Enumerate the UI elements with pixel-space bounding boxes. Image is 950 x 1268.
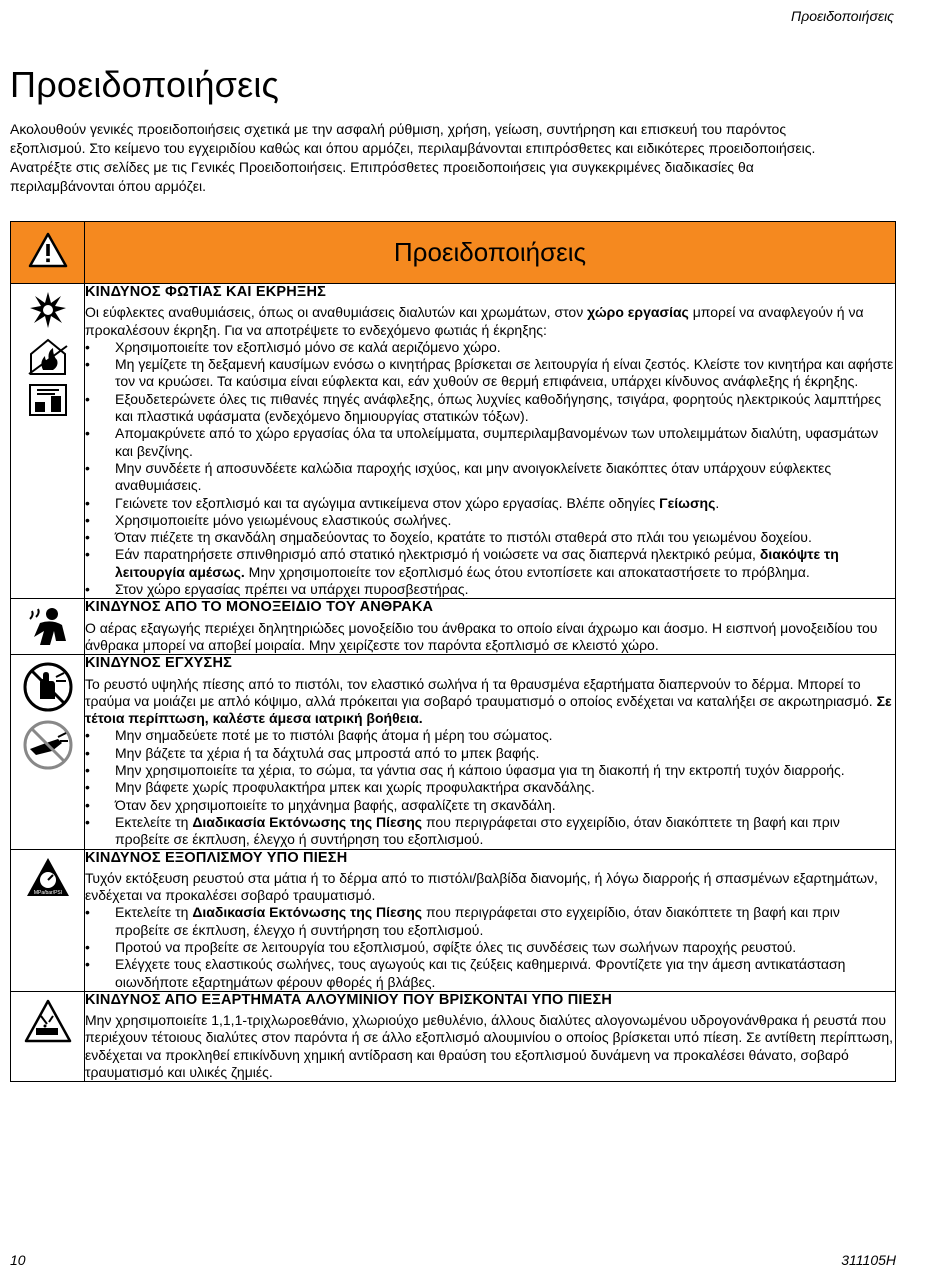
text-run: Μην συνδέετε ή αποσυνδέετε καλώδια παροχής ισχύος, και μην ανοιγοκλείνετε διακόπτες όταν υπάρχουν εύφλεκτες αναθυμιάσεις. (115, 459, 832, 494)
hazard-icons (11, 655, 84, 777)
text-run: Όταν δεν χρησιμοποιείτε το μηχάνημα βαφής, ασφαλίζετε τη σκανδάλη. (115, 796, 556, 813)
hazard-row (11, 849, 896, 991)
text-run: Μην βάζετε τα χέρια ή τα δάχτυλά σας μπροστά από το μπεκ βαφής. (115, 744, 540, 761)
hazard-bullet-item (85, 460, 895, 495)
text-run: . (715, 494, 720, 511)
text-run: Χρησιμοποιείτε τον εξοπλισμό μόνο σε καλά αεριζόμενο χώρο. (115, 338, 501, 355)
text-run: Στον χώρο εργασίας πρέπει να υπάρχει πυροσβεστήρας. (115, 581, 469, 598)
text-run: Χρησιμοποιείτε μόνο γειωμένους ελαστικούς σωλήνες. (115, 511, 452, 528)
hazard-icons-cell (11, 849, 85, 991)
hazard-row (11, 655, 896, 849)
text-run: Το ρευστό υψηλής πίεσης από το πιστόλι, τον ελαστικό σωλήνα ή τα θραυσμένα εξαρτήματα διαπερνούν το δέρμα. Μπορεί το τραύμα να μοιάζει με απλό κόψιμο, αλλά πρόκειται για σοβαρό τραυματισμό ο οποίος ενδέχεται να καταλήξει σε ακρωτηριασμό. (85, 675, 877, 709)
hazard-bullet-item (85, 425, 895, 460)
hazard-bullet-item (85, 904, 895, 939)
hazard-bullet-item (85, 339, 895, 356)
no-hand-spray-icon (22, 661, 74, 713)
text-run: Απομακρύνετε από το χώρο εργασίας όλα τα υπολείμματα, συμπεριλαμβανομένων των υπολειμμάτων διαλύτη, υφασμάτων και βενζίνης. (115, 425, 879, 459)
text-run: Μην χρησιμοποιείτε τον εξοπλισμό έως ότου εντοπίσετε και αποκαταστήσετε το πρόβλημα. (244, 563, 810, 580)
text-run: Προτού να προβείτε σε λειτουργία του εξοπλισμού, σφίξτε όλες τις συνδέσεις των σωλήνων παροχής ρευστού. (115, 938, 797, 955)
text-run: Εκτελείτε τη (115, 813, 193, 830)
text-run: Τυχόν εκτόξευση ρευστού στα μάτια ή το δέρμα από το πιστόλι/βαλβίδα διανομής, ή λόγω διαρροής ή σπασμένων εξαρτημάτων, ενδέχεται να προκαλέσει σοβαρό τραυματισμό. (85, 869, 878, 904)
hazard-bullet-list (85, 727, 895, 848)
hazard-row (11, 991, 896, 1081)
text-run: Ελέγχετε τους ελαστικούς σωλήνες, τους αγωγούς και τις ζεύξεις καθημερινά. Φροντίζετε για την άμεση αντικατάσταση οιωνδήποτε εξαρτημάτων φέρουν φθορές ή βλάβες. (115, 956, 846, 990)
emphasis-text: Σε τέτοια περίπτωση, καλέστε άμεσα ιατρική βοήθεια. (85, 692, 892, 727)
text-run: Όταν πιέζετε τη σκανδάλη σημαδεύοντας το δοχείο, κρατάτε το πιστόλι σταθερά στο πλάι του γειωμένου δοχείου. (115, 529, 812, 546)
text-run: που περιγράφεται στο εγχειρίδιο, όταν διακόπτετε τη βαφή και πριν προβείτε σε έκπλυση, έλεγχο ή συντήρηση του εξοπλισμού. (115, 813, 840, 848)
intro-paragraph: Ακολουθούν γενικές προειδοποιήσεις σχετικά με την ασφαλή ρύθμιση, χρήση, γείωση, συντήρηση και επισκευή του παρόντος εξοπλισμού. Στο κείμενο του εγχειριδίου καθώς και όπου αρμόζει, περιλαμβάνονται επιπρόσθετες και ειδικότερες προειδοποιήσεις. Ανατρέξτε στις σελίδες με τις Γενικές Προειδοποιήσεις. Επιπρόσθετες προειδοποιήσεις για συγκεκριμένες διαδικασίες θα περιλαμβάνονται όπου αρμόζει. (10, 121, 816, 194)
hazard-bullet-list (85, 904, 895, 990)
hazard-content (85, 599, 896, 655)
hazard-bullet-item (85, 546, 895, 581)
hazard-bullet-item (85, 391, 895, 426)
hazard-content (85, 655, 896, 849)
hazard-bullet-item (85, 495, 895, 512)
hazard-icons-cell (11, 655, 85, 849)
text-run: Οι εύφλεκτες αναθυμιάσεις, όπως οι αναθυμιάσεις διαλυτών και χρωμάτων, στον (85, 304, 588, 321)
warnings-table (10, 221, 896, 1082)
hazard-description (85, 676, 895, 728)
svg-text:MPa/bar/PSI: MPa/bar/PSI (33, 889, 62, 896)
hazard-bullet-item (85, 581, 895, 598)
hazard-bullet-item (85, 727, 895, 744)
hazard-content (85, 991, 896, 1081)
hazard-icons-cell (11, 991, 85, 1081)
hazard-icons-cell (11, 599, 85, 655)
hazard-description (85, 620, 895, 655)
hazard-content (85, 284, 896, 599)
hazard-title: ΚΙΝΔΥΝΟΣ ΕΓΧΥΣΗΣ (85, 655, 233, 672)
hazard-bullet-item (85, 939, 895, 956)
hazard-title: ΚΙΝΔΥΝΟΣ ΑΠΟ ΕΞΑΡΤΗΜΑΤΑ ΑΛΟΥΜΙΝΙΟΥ ΠΟΥ ΒΡΙΣΚΟΝΤΑΙ ΥΠΟ ΠΙΕΣΗ (85, 991, 613, 1008)
hazard-icons-cell (11, 284, 85, 599)
hazard-icons (11, 992, 84, 1050)
text-run: Ο αέρας εξαγωγής περιέχει δηλητηριώδες μονοξείδιο του άνθρακα το οποίο είναι άχρωμο και άοσμο. Η εισπνοή μονοξειδίου του άνθρακα μπορεί να αποβεί μοιραία. Μην χειρίζεστε τον παρόντα εξοπλισμό σε κλειστό χώρο. (85, 619, 878, 653)
hazard-icons (11, 850, 84, 904)
hazard-title: ΚΙΝΔΥΝΟΣ ΑΠΟ ΤΟ ΜΟΝΟΞΕΙΔΙΟ ΤΟΥ ΑΝΘΡΑΚΑ (85, 599, 434, 616)
hazard-bullet-item (85, 745, 895, 762)
hazard-bullet-item (85, 512, 895, 529)
hazard-row (11, 599, 896, 655)
text-run: που περιγράφεται στο εγχειρίδιο, όταν διακόπτετε τη βαφή και πριν προβείτε σε έκπλυση, έλεγχο ή συντήρηση του εξοπλισμού. (115, 904, 840, 938)
text-run: Μη γεμίζετε τη δεξαμενή καυσίμων ενόσω ο κινητήρας βρίσκεται σε λειτουργία ή είναι ζεστός. Κλείστε τον κινητήρα και αφήστε τον να κρυώσει. Τα καύσιμα είναι εύφλεκτα και, εάν χυθούν σε θερμή επιφάνεια, υπάρχει κίνδυνος ανάφλεξης ή έκρηξης. (115, 356, 894, 390)
hazard-bullet-item (85, 529, 895, 546)
page-title: Προειδοποιήσεις (10, 64, 280, 105)
text-run: Εάν παρατηρήσετε σπινθηρισμό από στατικό ηλεκτρισμό ή νοιώσετε να σας διαπερνά ηλεκτρικό ρεύμα, (115, 546, 760, 563)
text-run: Εξουδετερώνετε όλες τις πιθανές πηγές ανάφλεξης, όπως λυχνίες καθοδήγησης, τσιγάρα, φορητούς ηλεκτρικούς λαμπτήρες και πλαστικά υφάσματα (ενδεχόμενο δημιουργίας στατικών τόξων). (115, 390, 882, 425)
hazard-bullet-item (85, 762, 895, 779)
emphasis-text: Διαδικασία Εκτόνωσης της Πίεσης (192, 904, 423, 921)
hazard-icons (11, 284, 84, 424)
hazard-title: ΚΙΝΔΥΝΟΣ ΕΞΟΠΛΙΣΜΟΥ ΥΠΟ ΠΙΕΣΗ (85, 849, 348, 866)
hazard-bullet-item (85, 814, 895, 849)
hazard-bullet-item (85, 779, 895, 796)
document-code: 311105H (841, 1252, 896, 1268)
text-run: Μην χρησιμοποιείτε 1,1,1-τριχλωροεθάνιο, χλωριούχο μεθυλένιο, άλλους διαλύτες αλογονωμένου υδρογονάνθρακα ή ρευστά που περιέχουν τέτοιους διαλύτες στον παρόντα ή σε άλλο εξοπλισμό αλουμινίου ο οποίος βρίσκεται υπό πίεση. Σε αντίθετη περίπτωση, ενδέχεται να προκληθεί επικίνδυνη χημική αντίδραση και θραύση του εξοπλισμού δυνάμενη να προκαλέσει θάνατο, σοβαρό τραυματισμό και υλικές ζημιές. (85, 1012, 894, 1081)
warning-triangle-cell (11, 222, 85, 284)
hazard-content (85, 849, 896, 991)
text-run: Εκτελείτε τη (115, 904, 193, 921)
no-hand-nozzle-icon (22, 719, 74, 771)
hazard-bullet-list (85, 339, 895, 598)
warning-triangle-icon (28, 232, 68, 268)
running-header: Προειδοποιήσεις (791, 8, 894, 24)
hazard-bullet-item (85, 797, 895, 814)
toxic-fumes-icon (26, 605, 70, 647)
text-run: Γειώνετε τον εξοπλισμό και τα αγώγιμα αντικείμενα στον χώρο εργασίας. Βλέπε οδηγίες (115, 494, 660, 511)
ventilation-icon (27, 382, 69, 418)
warnings-table-title: Προειδοποιήσεις (85, 222, 896, 284)
chemical-reaction-warning-icon (23, 998, 73, 1044)
hazard-description (85, 870, 895, 905)
hazard-description (85, 304, 895, 339)
warnings-table-header (11, 222, 896, 284)
no-smoking-fire-icon (27, 336, 69, 376)
emphasis-text: διακόψτε τη λειτουργία αμέσως. (115, 546, 839, 580)
hazard-description (85, 1012, 895, 1081)
emphasis-text: Γείωσης (659, 494, 716, 511)
emphasis-text: Διαδικασία Εκτόνωσης της Πίεσης (192, 813, 423, 830)
hazard-bullet-item (85, 356, 895, 391)
pressure-gauge-icon (25, 856, 71, 898)
text-run: Μην βάφετε χωρίς προφυλακτήρα μπεκ και χωρίς προφυλακτήρα σκανδάλης. (115, 779, 595, 796)
text-run: μπορεί να αναφλεγούν ή να προκαλέσουν έκρηξη. Για να αποτρέψετε το ενδεχόμενο φωτιάς ή έκρηξης: (85, 304, 864, 338)
emphasis-text: χώρο εργασίας (587, 304, 689, 321)
hazard-bullet-item (85, 956, 895, 991)
hazard-title: ΚΙΝΔΥΝΟΣ ΦΩΤΙΑΣ ΚΑΙ ΕΚΡΗΞΗΣ (85, 284, 327, 300)
hazard-row (11, 284, 896, 599)
text-run: Μην χρησιμοποιείτε τα χέρια, το σώμα, τα γάντια σας ή κάποιο ύφασμα για τη διακοπή ή την εκτροπή τυχόν διαρροής. (115, 762, 845, 779)
explosion-icon (28, 290, 68, 330)
text-run: Μην σημαδεύετε ποτέ με το πιστόλι βαφής άτομα ή μέρη του σώματος. (115, 727, 553, 744)
page-number: 10 (10, 1252, 26, 1268)
hazard-icons (11, 599, 84, 653)
